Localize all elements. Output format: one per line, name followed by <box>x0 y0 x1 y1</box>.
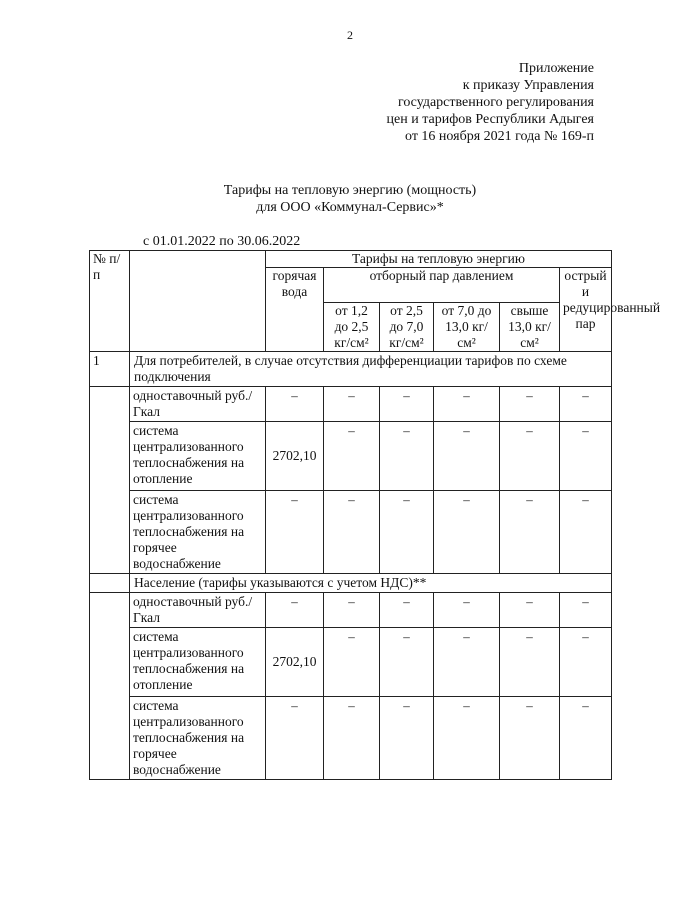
sharp-cell: – <box>560 697 612 780</box>
row-label: система централизованного теплоснабжения на отопление <box>130 628 266 697</box>
section-num <box>90 574 130 593</box>
p4-cell: – <box>500 491 560 574</box>
section-title: Население (тарифы указываются с учетом НДС)** <box>130 574 612 593</box>
p4-cell: – <box>500 628 560 697</box>
hot-water-cell: – <box>266 387 324 422</box>
tariff-table <box>89 250 661 780</box>
hot-water-cell: – <box>266 491 324 574</box>
section-title: Для потребителей, в случае отсутствия дифференциации тарифов по схеме подключения <box>130 352 612 387</box>
p4-cell: – <box>500 593 560 628</box>
hot-water-cell: – <box>266 593 324 628</box>
p4-cell: – <box>500 387 560 422</box>
table-row <box>90 491 612 574</box>
p4-cell: – <box>500 422 560 491</box>
row-label: одноставочный руб./Гкал <box>130 593 266 628</box>
p3-cell: – <box>434 628 500 697</box>
section-row <box>90 574 612 593</box>
appendix-line: к приказу Управления <box>462 78 594 93</box>
appendix-line: цен и тарифов Республики Адыгея <box>386 112 594 127</box>
p3-cell: – <box>434 387 500 422</box>
row-label: система централизованного теплоснабжения на горячее водоснабжение <box>130 491 266 574</box>
p3-cell: – <box>434 593 500 628</box>
hot-water-cell: 2702,10 <box>266 628 324 697</box>
hot-water-cell: – <box>266 697 324 780</box>
row-label: одноставочный руб./Гкал <box>130 387 266 422</box>
title-line: для ООО «Коммунал-Сервис»* <box>256 200 444 215</box>
header-p3: от 7,0 до 13,0 кг/см² <box>434 303 500 352</box>
sharp-cell: – <box>560 593 612 628</box>
section-row <box>90 352 612 387</box>
header-row <box>90 251 612 268</box>
row-label: система централизованного теплоснабжения на горячее водоснабжение <box>130 697 266 780</box>
header-p1: от 1,2 до 2,5 кг/см² <box>324 303 380 352</box>
p3-cell: – <box>434 697 500 780</box>
p1-cell: – <box>324 628 380 697</box>
header-sharp: острый и редуцированный пар <box>560 268 612 352</box>
header-tariffs: Тарифы на тепловую энергию <box>266 251 612 268</box>
table-row <box>90 422 612 491</box>
p4-cell: – <box>500 697 560 780</box>
p2-cell: – <box>380 697 434 780</box>
header-p2: от 2,5 до 7,0 кг/см² <box>380 303 434 352</box>
p1-cell: – <box>324 697 380 780</box>
appendix-line: государственного регулирования <box>397 95 594 110</box>
appendix-line: Приложение <box>518 61 594 76</box>
p2-cell: – <box>380 593 434 628</box>
document-title <box>150 182 550 216</box>
title-line: Тарифы на тепловую энергию (мощность) <box>223 183 477 198</box>
sharp-cell: – <box>560 491 612 574</box>
header-steam: отборный пар давлением <box>324 268 560 303</box>
appendix-line: от 16 ноября 2021 года № 169-п <box>405 129 594 144</box>
table-row <box>90 387 612 422</box>
p2-cell: – <box>380 491 434 574</box>
row-label: система централизованного теплоснабжения на отопление <box>130 422 266 491</box>
header-p4: свыше 13,0 кг/см² <box>500 303 560 352</box>
num-cell <box>90 387 130 574</box>
sharp-cell: – <box>560 422 612 491</box>
table-row <box>90 697 612 780</box>
period-label: с 01.01.2022 по 30.06.2022 <box>143 234 301 249</box>
sharp-cell: – <box>560 387 612 422</box>
header-empty <box>130 251 266 352</box>
p1-cell: – <box>324 422 380 491</box>
num-cell <box>90 593 130 780</box>
section-num: 1 <box>90 352 130 387</box>
table-row <box>90 593 612 628</box>
appendix-block <box>387 60 594 145</box>
header-hot-water: горячая вода <box>266 268 324 352</box>
p3-cell: – <box>434 491 500 574</box>
p2-cell: – <box>380 628 434 697</box>
hot-water-cell: 2702,10 <box>266 422 324 491</box>
p3-cell: – <box>434 422 500 491</box>
p2-cell: – <box>380 422 434 491</box>
table-row <box>90 628 612 697</box>
p1-cell: – <box>324 491 380 574</box>
sharp-cell: – <box>560 628 612 697</box>
header-num: № п/п <box>90 251 130 352</box>
p1-cell: – <box>324 387 380 422</box>
p2-cell: – <box>380 387 434 422</box>
p1-cell: – <box>324 593 380 628</box>
page-number: 2 <box>347 28 353 42</box>
